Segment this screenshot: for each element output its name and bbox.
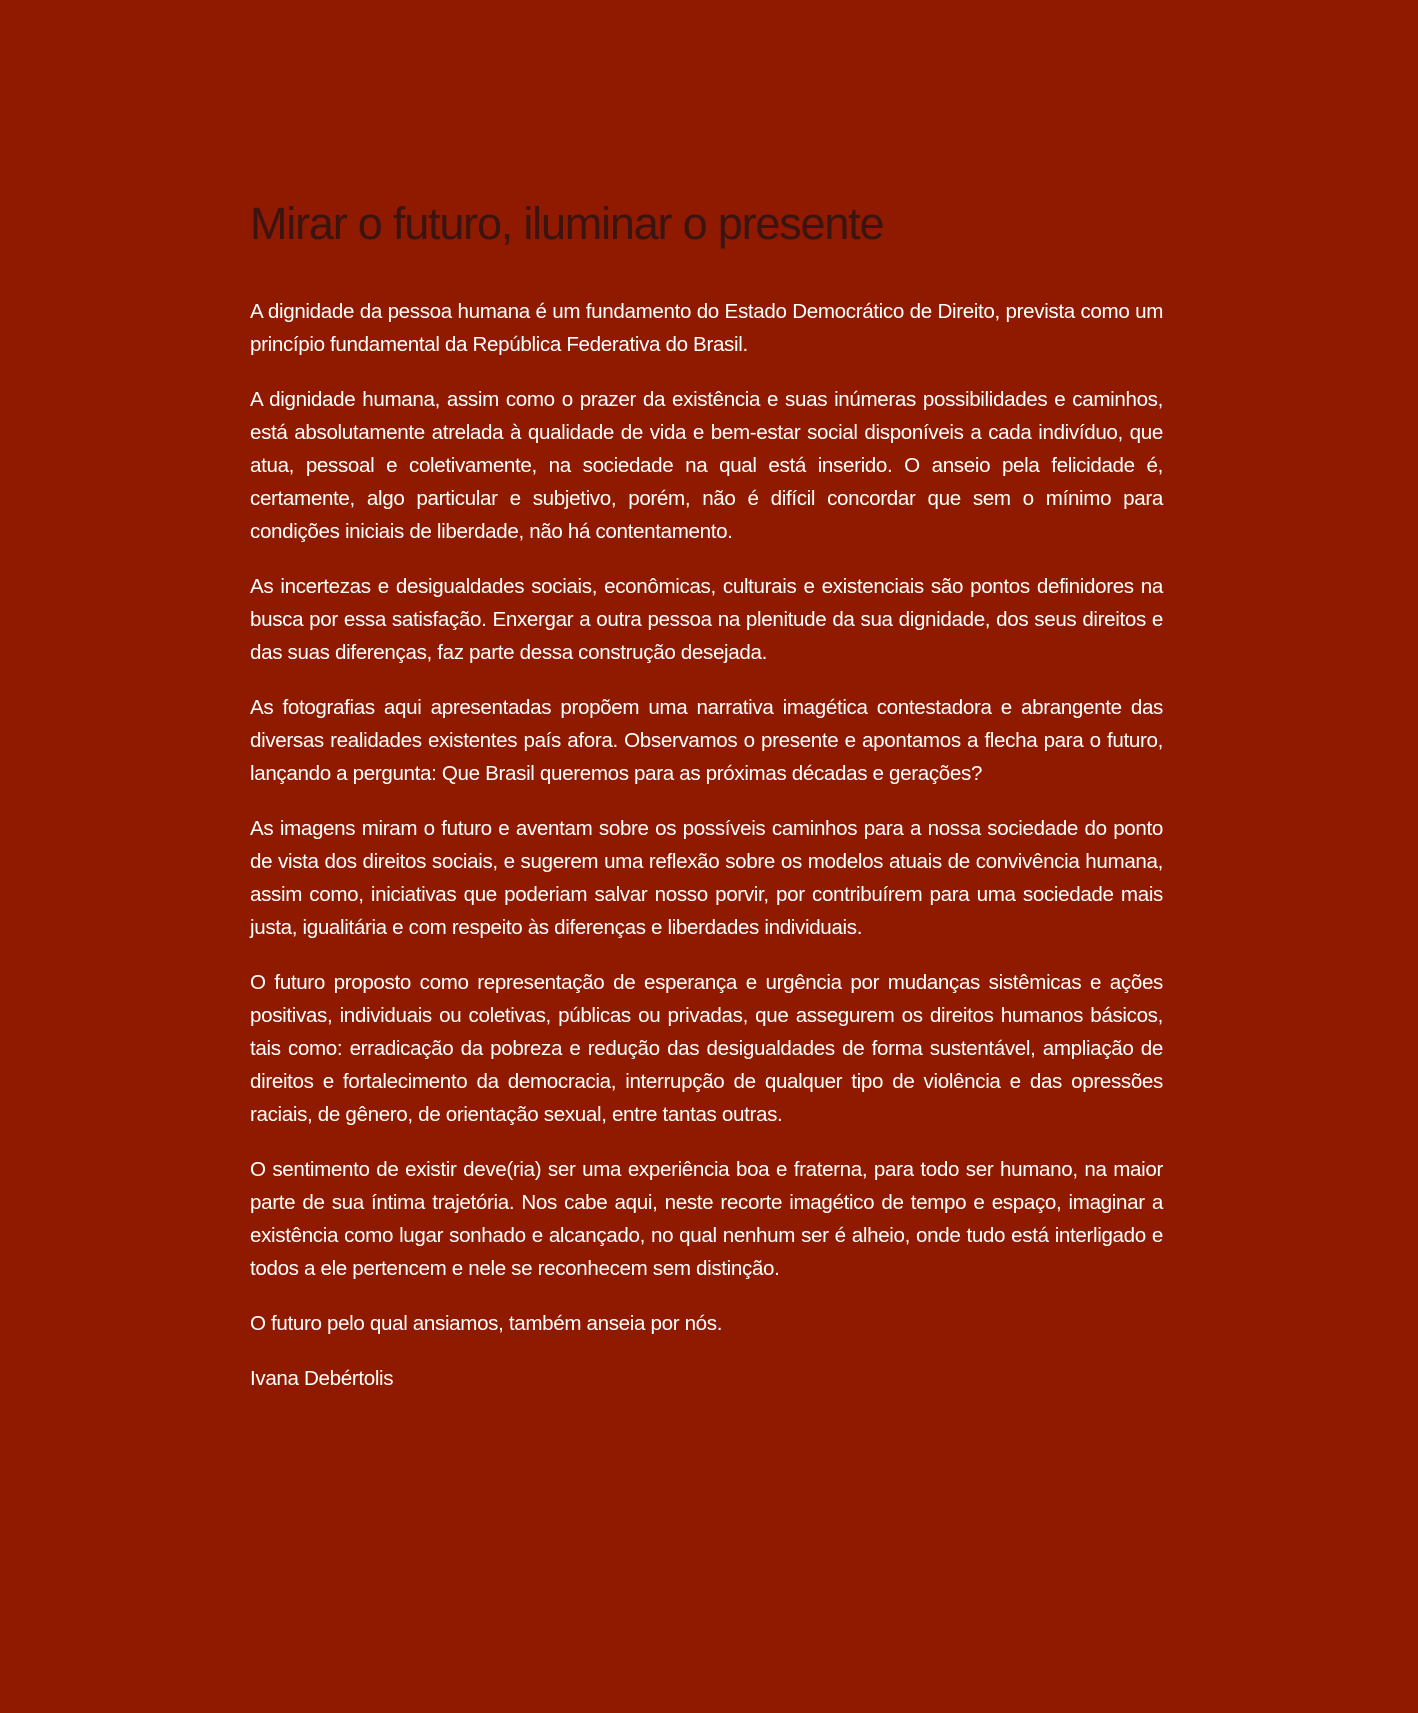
author-signature: Ivana Debértolis [250, 1367, 394, 1390]
paragraph-7: O sentimento de existir deve(ria) ser uma experiência boa e fraterna, para todo ser humano, na maior parte de sua íntima trajetória. Nos cabe aqui, neste recorte imagético de tempo e espaço, imaginar a existência como lugar sonhado e alcançado, no qual nenhum ser é alheio, onde tudo está interligado e todos a ele pertencem e nele se reconhecem sem distinção. [250, 1158, 1163, 1280]
paragraph-6: O futuro proposto como representação de esperança e urgência por mudanças sistêmicas e ações positivas, individuais ou coletivas, públicas ou privadas, que assegurem os direitos humanos básicos, tais como: erradicação da pobreza e redução das desigualdades de forma sustentável, ampliação de direitos e fortalecimento da democracia, interrupção de qualquer tipo de violência e das opressões raciais, de gênero, de orientação sexual, entre tantas outras. [250, 971, 1163, 1126]
essay-page [250, 195, 1163, 1395]
paragraph-5: As imagens miram o futuro e aventam sobre os possíveis caminhos para a nossa sociedade do ponto de vista dos direitos sociais, e sugerem uma reflexão sobre os modelos atuais de convivência humana, assim como, iniciativas que poderiam salvar nosso porvir, por contribuírem para uma sociedade mais justa, igualitária e com respeito às diferenças e liberdades individuais. [250, 817, 1163, 939]
page-title: Mirar o futuro, iluminar o presente [250, 198, 884, 249]
closing-line: O futuro pelo qual ansiamos, também anseia por nós. [250, 1312, 723, 1335]
paragraph-3: As incertezas e desigualdades sociais, econômicas, culturais e existenciais são pontos definidores na busca por essa satisfação. Enxergar a outra pessoa na plenitude da sua dignidade, dos seus direitos e das suas diferenças, faz parte dessa construção desejada. [250, 575, 1163, 664]
paragraph-2: A dignidade humana, assim como o prazer da existência e suas inúmeras possibilidades e caminhos, está absolutamente atrelada à qualidade de vida e bem-estar social disponíveis a cada indivíduo, que atua, pessoal e coletivamente, na sociedade na qual está inserido. O anseio pela felicidade é, certamente, algo particular e subjetivo, porém, não é difícil concordar que sem o mínimo para condições iniciais de liberdade, não há contentamento. [250, 388, 1163, 543]
paragraph-4: As fotografias aqui apresentadas propõem uma narrativa imagética contestadora e abrangente das diversas realidades existentes país afora. Observamos o presente e apontamos a flecha para o futuro, lançando a pergunta: Que Brasil queremos para as próximas décadas e gerações? [250, 696, 1163, 785]
paragraph-1: A dignidade da pessoa humana é um fundamento do Estado Democrático de Direito, prevista como um princípio fundamental da República Federativa do Brasil. [250, 300, 1163, 356]
